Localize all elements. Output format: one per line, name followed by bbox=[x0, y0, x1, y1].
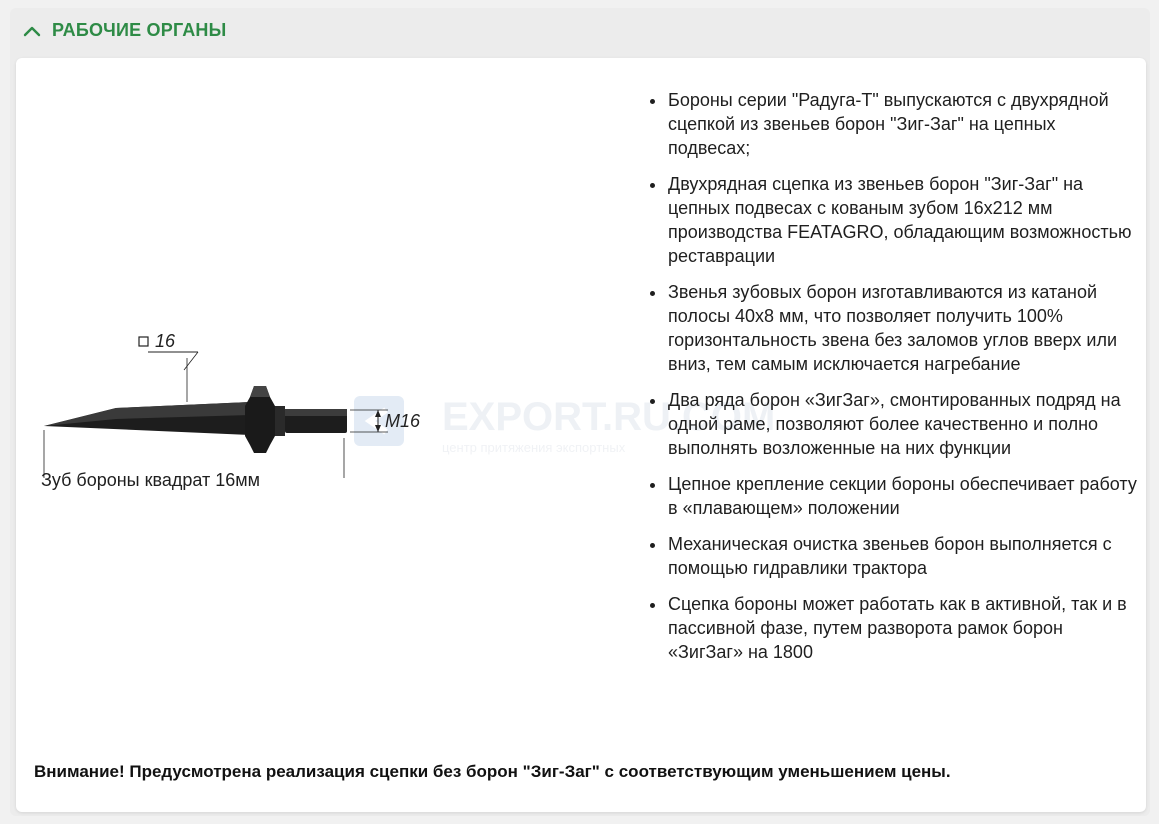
list-item: • Бороны серии "Радуга-Т" выпускаются с двухрядной сцепкой из звеньев борон "Зиг-Заг" на цепных подвесах; bbox=[667, 88, 1137, 160]
chevron-up-icon[interactable] bbox=[22, 21, 42, 41]
attention-notice: Внимание! Предусмотрена реализация сцепки без борон "Зиг-Заг" с соответствующим уменьшением цены. bbox=[34, 762, 951, 781]
working-parts-section bbox=[10, 8, 1150, 816]
list-item: • Сцепка бороны может работать как в активной, так и в пассивной фазе, путем разворота рамок борон «ЗигЗаг» на 1800 bbox=[667, 592, 1137, 664]
list-item: • Механическая очистка звеньев борон выполняется с помощью гидравлики трактора bbox=[667, 532, 1137, 580]
watermark-tagline: центр притяжения экспортных bbox=[442, 440, 626, 455]
list-item: • Звенья зубовых борон изготавливаются из катаной полосы 40х8 мм, что позволяет получить 100% горизонтальность звена без заломов углов вверх или вниз, тем самым исключается нагребание bbox=[667, 280, 1137, 376]
watermark-text: EXPORT.RU.COM bbox=[442, 395, 776, 439]
square-dimension-label: 16 bbox=[155, 331, 176, 351]
list-item: • Два ряда борон «ЗигЗаг», смонтированных подряд на одной раме, позволяют более качественно и полно выполнять возложенные на них функции bbox=[667, 388, 1137, 460]
thread-dimension-label: M16 bbox=[385, 411, 421, 431]
section-header-toggle[interactable] bbox=[10, 8, 1150, 54]
content-card bbox=[16, 58, 1146, 812]
features-list bbox=[646, 88, 1137, 676]
square-symbol-icon bbox=[139, 337, 148, 346]
harrow-tooth-drawing bbox=[36, 318, 456, 478]
drawing-caption: Зуб бороны квадрат 16мм bbox=[41, 470, 260, 490]
list-item: • Двухрядная сцепка из звеньев борон "Зиг-Заг" на цепных подвесах с кованым зубом 16х212 мм производства FEATAGRO, обладающим возможностью реставрации bbox=[667, 172, 1137, 268]
section-title: РАБОЧИЕ ОРГАНЫ bbox=[52, 20, 227, 40]
list-item: • Цепное крепление секции бороны обеспечивает работу в «плавающем» положении bbox=[667, 472, 1137, 520]
